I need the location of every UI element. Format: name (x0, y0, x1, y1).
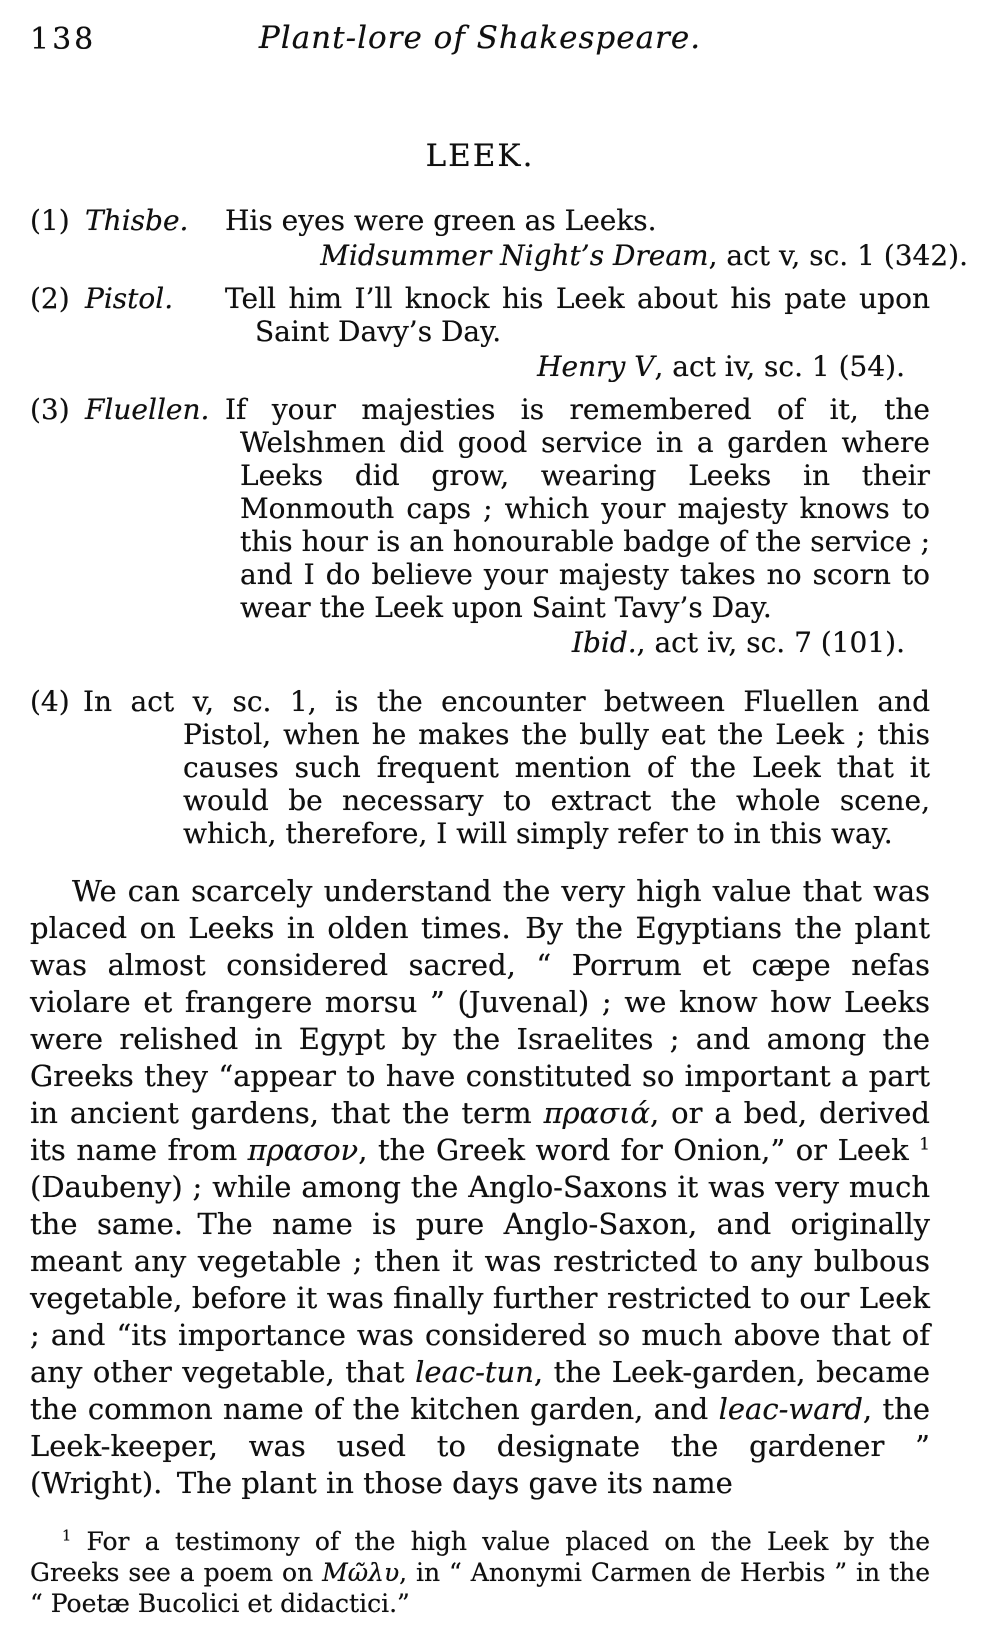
entry-number: (3) (30, 393, 70, 426)
quote-entry-1 (30, 204, 968, 272)
italic-term-leac-ward: leac-ward (718, 1392, 863, 1426)
quote-column (225, 393, 930, 659)
citation (225, 626, 905, 659)
greek-term-prason: πρασον (247, 1133, 359, 1167)
quote-column (225, 282, 930, 383)
quote-text: If your majesties is remembered of it, the Welshmen did good service in a garden where Leeks did grow, wearing Leeks in their Monmouth caps ; which your majesty knows to this hour is an honourable badge of the service ; and I do believe your majesty takes no scorn to wear the Leek upon Saint Tavy’s Day. (225, 393, 930, 624)
greek-term-moly: Μῶλυ (322, 1558, 400, 1587)
quote-text: His eyes were green as Leeks. (225, 204, 657, 237)
page-header (30, 20, 930, 62)
quote-entry-3 (30, 393, 930, 659)
speaker-name: Fluellen. (85, 393, 210, 426)
citation-detail: , act iv, sc. 7 (101). (636, 626, 905, 659)
citation-source: Henry V (537, 350, 655, 383)
running-title: Plant-lore of Shakespeare. (258, 20, 702, 56)
page-number: 138 (30, 22, 97, 57)
body-text: , the Greek word for Onion,” or Leek (358, 1133, 920, 1167)
body-text: , the Leek-keeper, was used to designate the gardener ” (Wright). The plant in those days gave its name (30, 1392, 930, 1500)
entry-number: (4) (30, 685, 70, 718)
citation-source: Ibid. (571, 626, 637, 659)
quotation-list (30, 204, 968, 850)
body-text: (Daubeny) ; while among the Anglo-Saxons it was very much the same. The name is pure Anglo-Saxon, and originally meant any vegetable ; then it was restricted to any bulbous vegetable, before it was finally further restricted to our Leek ; and “its importance was considered so much above that of any other vegetable, that (30, 1170, 930, 1389)
footnote (30, 1526, 930, 1619)
greek-term-prasia: πρασιά (543, 1096, 651, 1130)
footnote-marker: 1 (62, 1528, 72, 1545)
italic-term-leac-tun: leac-tun (415, 1355, 534, 1389)
body-text: , the Leek-garden, became the common name of the kitchen garden, and (30, 1355, 930, 1426)
citation (225, 350, 905, 383)
quote-text: In act v, sc. 1, is the encounter between Fluellen and Pistol, when he makes the bully eat the Leek ; this causes such frequent mention of the Leek that it would be necessary to extract the whole scene, which, therefore, I will simply refer to in this way. (83, 685, 930, 850)
speaker-name: Thisbe. (85, 204, 189, 237)
citation (225, 239, 968, 272)
body-text: , or a bed, derived its name from (30, 1096, 930, 1167)
footnote-text: For a testimony of the high value placed on the Leek by the Greeks see a poem on (30, 1527, 930, 1587)
citation-source: Midsummer Night’s Dream (320, 239, 709, 272)
quote-entry-4 (30, 685, 930, 850)
citation-detail: , act iv, sc. 1 (54). (654, 350, 905, 383)
body-paragraph (30, 873, 930, 1502)
quote-column (83, 685, 930, 850)
footnote-reference: 1 (919, 1133, 930, 1154)
entry-number: (1) (30, 204, 70, 237)
quote-column (225, 204, 968, 272)
footnote-text: , in “ Anonymi Carmen de Herbis ” in the “ Poetæ Bucolici et didactici.” (30, 1558, 930, 1618)
entry-number: (2) (30, 282, 70, 315)
speaker-name: Pistol. (85, 282, 174, 315)
body-text: We can scarcely understand the very high value that was placed on Leeks in olden times. By the Egyptians the plant was almost considered sacred, “ Porrum et cæpe nefas violare et frangere morsu ” (Juvenal) ; we know how Leeks were relished in Egypt by the Israelites ; and among the Greeks they “appear to have constituted so important a part in ancient gardens, that the term (30, 874, 930, 1130)
quote-entry-2 (30, 282, 930, 383)
citation-detail: , act v, sc. 1 (342). (708, 239, 968, 272)
quote-text: Tell him I’ll knock his Leek about his pate upon Saint Davy’s Day. (225, 282, 930, 348)
section-heading: LEEK. (425, 138, 535, 174)
